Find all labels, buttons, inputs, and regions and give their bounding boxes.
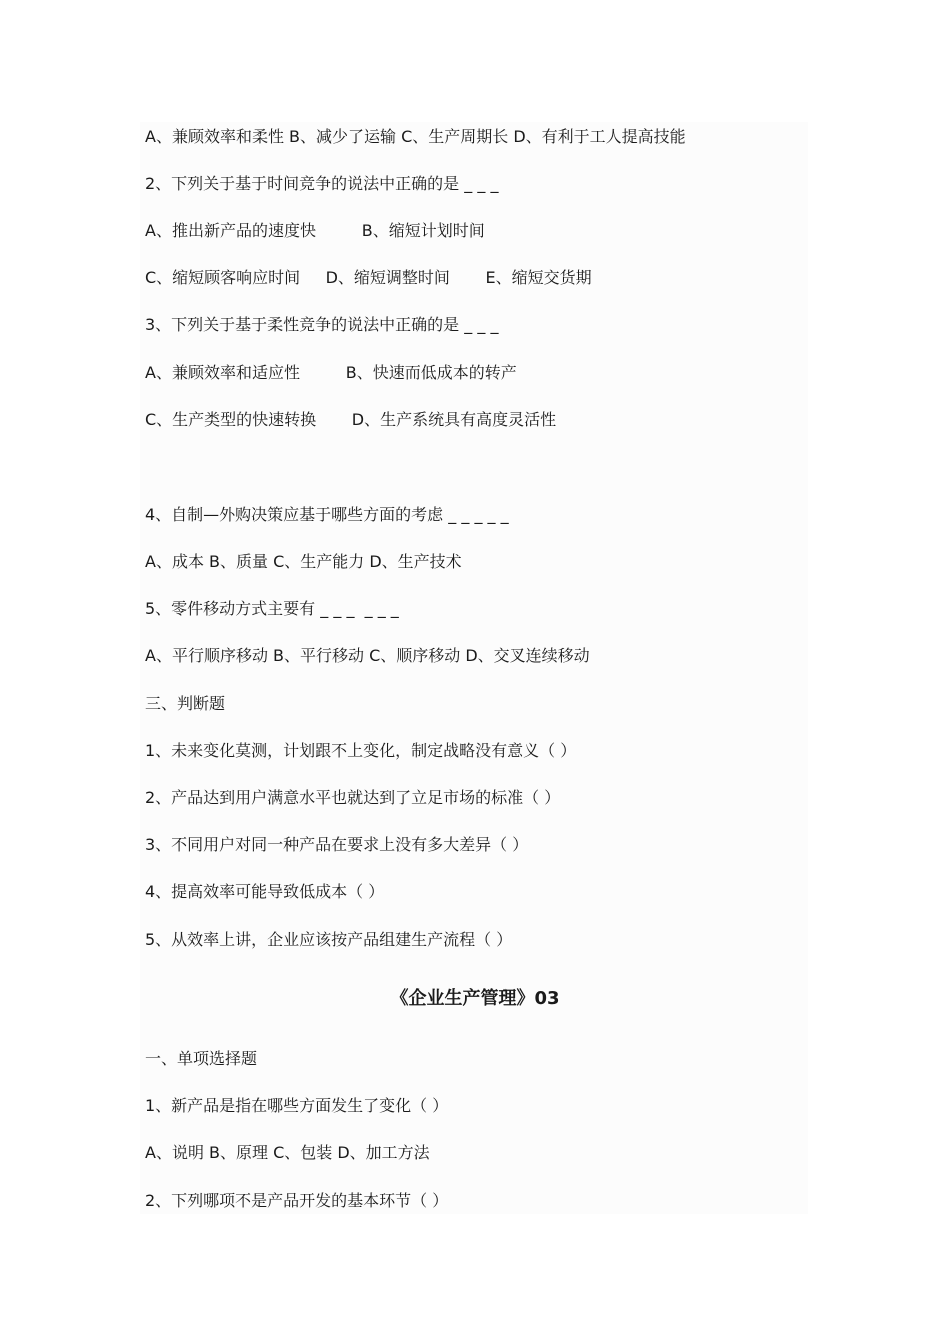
question-4-make-or-buy: 4、自制—外购决策应基于哪些方面的考虑 _ _ _ _ _ (145, 505, 509, 524)
section-title: 《企业生产管理》03 (390, 988, 560, 1009)
option-line-q3-ab: A、兼顾效率和适应性 B、快速而低成本的转产 (145, 363, 517, 382)
tf-question-3: 3、不同用户对同一种产品在要求上没有多大差异（ ） (145, 835, 529, 854)
tf-question-5: 5、从效率上讲，企业应该按产品组建生产流程（ ） (145, 930, 513, 949)
option-line-q2-ab: A、推出新产品的速度快 B、缩短计划时间 (145, 221, 485, 240)
option-line-q3-cd: C、生产类型的快速转换 D、生产系统具有高度灵活性 (145, 410, 557, 429)
section-heading-single-choice: 一、单项选择题 (145, 1049, 258, 1068)
sc-options-1: A、说明 B、原理 C、包装 D、加工方法 (145, 1143, 430, 1162)
section-heading-true-false: 三、判断题 (145, 694, 226, 713)
question-3-flexibility-competition: 3、下列关于基于柔性竞争的说法中正确的是 _ _ _ (145, 315, 499, 334)
option-line-q1: A、兼顾效率和柔性 B、减少了运输 C、生产周期长 D、有利于工人提高技能 (145, 127, 686, 146)
tf-question-1: 1、未来变化莫测，计划跟不上变化，制定战略没有意义（ ） (145, 741, 577, 760)
option-line-q2-cde: C、缩短顾客响应时间 D、缩短调整时间 E、缩短交货期 (145, 268, 592, 287)
option-line-q4: A、成本 B、质量 C、生产能力 D、生产技术 (145, 552, 462, 571)
sc-question-2: 2、下列哪项不是产品开发的基本环节（ ） (145, 1191, 449, 1210)
sc-question-1: 1、新产品是指在哪些方面发生了变化（ ） (145, 1096, 449, 1115)
question-2-time-competition: 2、下列关于基于时间竞争的说法中正确的是 _ _ _ (145, 174, 499, 193)
question-5-part-movement: 5、零件移动方式主要有 _ _ _ _ _ _ (145, 599, 399, 618)
tf-question-2: 2、产品达到用户满意水平也就达到了立足市场的标准（ ） (145, 788, 561, 807)
tf-question-4: 4、提高效率可能导致低成本（ ） (145, 882, 385, 901)
option-line-q5: A、平行顺序移动 B、平行移动 C、顺序移动 D、交叉连续移动 (145, 646, 590, 665)
